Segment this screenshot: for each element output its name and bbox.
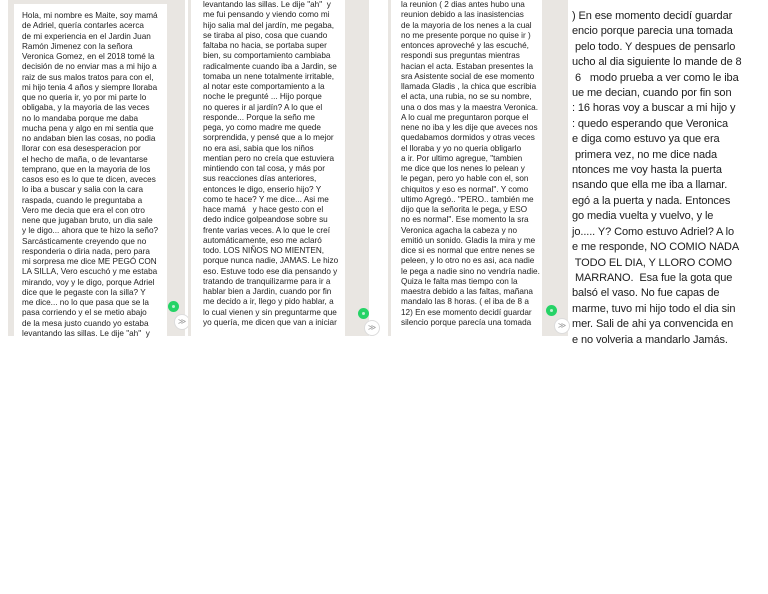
chevron-double-down-icon[interactable]: ≫ (554, 318, 570, 334)
screenshot-panel-3 (388, 0, 568, 336)
message-bubble (14, 4, 167, 336)
chevron-double-down-icon[interactable]: ≫ (364, 320, 380, 336)
message-text: ) En ese momento decidí guardar encio porque parecia una tomada pelo todo. Y despues de pensarlo ucho al dia siguiente lo mande de 8 6 modo prueba a ver como le iba ue me decian, cuando por fin son : 16 horas voy a buscar a mi hijo y : quedo esperando que Veronica e diga como estuvo ya que era primera vez, no me dice nada ntonces me voy hasta la puerta nsando que ella me iba a llamar. egó a la puerta y nada. Entonces go media vuelta y vuelvo, y le jo..... Y? Como estuvo Adriel? A lo e me responde, NO COMIO NADA TODO EL DIA, Y LLORO COMO MARRANO. Esa fue la gota que balsó el vaso. No fue capas de marme, tuvo mi hijo todo el dia sin mer. Sali de ahi ya convencida en e no volveria a mandarlo Jamás. (572, 10, 742, 346)
message-bubble (391, 0, 542, 336)
message-text: Hola, mi nombre es Maite, soy mamá de Adriel, quería contarles acerca de mi experiencia en el Jardin Juan Ramón Jimenez con la señora Veronica Gomez, en el 2018 tomé la decisión de no enviar mas a mi hijo a raiz de sus malos tratos para con el, mi hijo tenia 4 años y siempre lloraba que no queria ir, yo por mi parte lo obligaba, y la mayoria de las veces no lo mandaba porque me daba mucha pena y algo en mi sentia que no andaban bien las cosas, no podia llorar con esa desesperacion por el hecho de maña, o de levantarse temprano, que en la mayoria de los casos eso es lo que te dicen, aveces lo iba a buscar y salia con la cara raspada, cuando le preguntaba a Vero me decia que era el con otro nene que jugaban bruto, un dia sale y le digo... ahora que te hizo la seño? Sarcásticamente creyendo que no responderia o diria nada, pero para mi sorpresa me dice ME PEGÓ CON LA SILLA, Vero escuchó y me estaba mirando, voy y le digo, porque Adriel dice que le pegaste con la silla? Y me dice... no lo que pasa que se la pasa corriendo y el se metio abajo de la mesa justo cuando yo estaba levantando las sillas. Le dije "ah" y (22, 11, 159, 338)
screenshot-panel-2 (188, 0, 377, 336)
message-text: levantando las sillas. Le dije "ah" y me fui pensando y viendo como mi hijo salia mal del jardín, me pegaba, se tiraba al piso, cosa que cuando faltaba no hacia, se portaba super bien, su comportamiento cambiaba radicalmente cuando iba a Jardin, se tomaba un nene totalmente irritable, al notar este comportamiento a la noche le pregunté ... Hijo porque no queres ir al jardín? A lo que el responde... Porque la seño me pega, yo como madre me quede sorprendida, y pensé que a lo mejor no era asi, sabia que los niños mentian pero no creía que estuviera mintiendo con tal cosa, y más por sus reacciones días anteriores, entonces le digo, enserio hijo? Y como te hace? Y me dice... Asi me hace mamá y hace gesto con el dedo indice golpeandose sobre su frente varias veces. A lo que le creí automáticamente, eso me aclaró todo. LOS NIÑOS NO MIENTEN, porque nunca nadie, JAMAS. Le hizo eso. Estuve todo ese dia pensando y tratando de tranquilizarme para ir a hablar bien a Jardin, cuando por fin me decido a ir, llego y pido hablar, a lo cual vienen y sin preguntarme que yo quería, me dicen que van a iniciar (203, 0, 339, 327)
green-unread-dot-icon (168, 301, 179, 312)
screenshot-panel-4 (572, 0, 742, 346)
green-unread-dot-icon (546, 305, 557, 316)
screenshot-panel-1 (8, 0, 185, 336)
message-text: la reunion ( 2 dias antes hubo una reunion debido a las inasistencias de la mayoria de los nenes a la cual no me presente porque no quise ir ) entonces aproveché y las escuché, respondi sus preguntas mientras hacian el acta. Estaban presentes la sra Asistente social de ese momento llamada Gladis , la chica que escribia el acta, una rubia, no se su nombre, una o dos mas y la maestra Veronica. A lo cual me preguntaron porque el nene no iba y les dije que aveces nos quedabamos dormidos y otras veces el lloraba y yo no queria obligarlo a ir. Por ultimo agregue, "tambien me dice que los nenes lo pelean y le pegan, pero yo hable con el, son chiquitos y eso es normal". Y como ultimo Agregó.. "PERO.. también me dijo que la señorita le pega, y ESO no es normal". Ese momento la sra Veronica agacha la cabeza y no emitió un sonido. Gladis la mira y me dice si es normal que entre nenes se peleen, y lo otro no es asi, aca nadie le pega a nadie sino no vendría nadie. Quiza le falta mas tiempo con la maestra debido a las faltas, mañana mandalo las 8 horas. ( el iba de 8 a 12) En ese momento decidí guardar silencio porque parecía una tomada (401, 0, 540, 327)
message-bubble (191, 0, 345, 336)
chevron-double-down-icon[interactable]: ≫ (174, 314, 190, 330)
green-unread-dot-icon (358, 308, 369, 319)
